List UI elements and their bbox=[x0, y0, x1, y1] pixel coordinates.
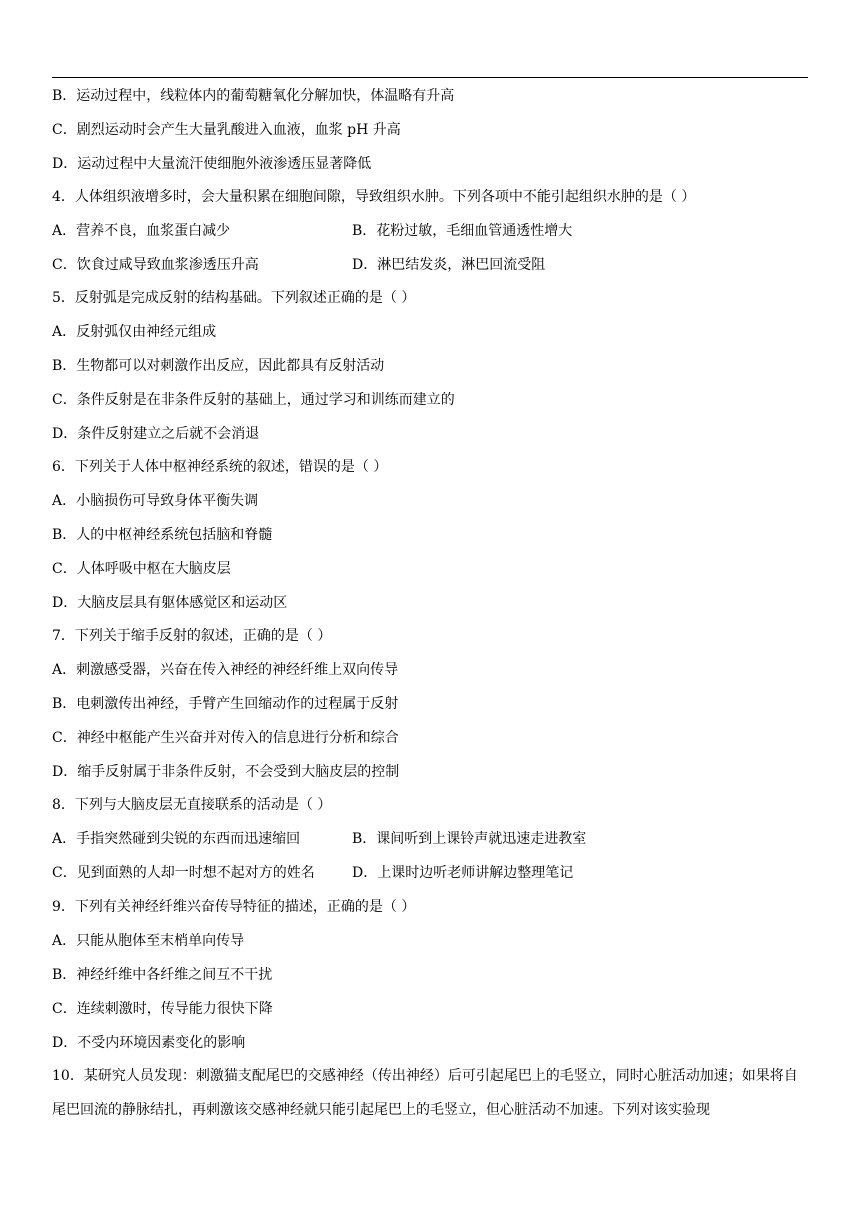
option-6d: D．大脑皮层具有躯体感觉区和运动区 bbox=[52, 595, 288, 611]
option-4c: C．饮食过咸导致血浆渗透压升高 bbox=[52, 257, 259, 273]
question-10: 10．某研究人员发现：刺激猫支配尾巴的交感神经（传出神经）后可引起尾巴上的毛竖立，同时心脏活动加速；如果将自尾巴回流的静脉结扎，再刺激该交感神经就只能引起尾巴上的毛竖立，但心脏活动不加速。下列对该实验现 bbox=[52, 1068, 798, 1118]
question-6: 6．下列关于人体中枢神经系统的叙述，错误的是（ ） bbox=[52, 459, 388, 475]
option-row-4ab bbox=[52, 221, 230, 241]
option-8a: A．手指突然碰到尖锐的东西而迅速缩回 bbox=[52, 831, 301, 847]
option-8d: D．上课时边听老师讲解边整理笔记 bbox=[352, 865, 574, 881]
header-rule bbox=[52, 77, 808, 78]
option-6b: B．人的中枢神经系统包括脑和脊髓 bbox=[52, 527, 273, 543]
option-7a: A．刺激感受器，兴奋在传入神经的神经纤维上双向传导 bbox=[52, 662, 399, 678]
option-9d: D．不受内环境因素变化的影响 bbox=[52, 1035, 246, 1051]
question-5: 5．反射弧是完成反射的结构基础。下列叙述正确的是（ ） bbox=[52, 290, 416, 306]
option-5c: C．条件反射是在非条件反射的基础上，通过学习和训练而建立的 bbox=[52, 392, 455, 408]
option-8b: B．课间听到上课铃声就迅速走进教室 bbox=[352, 831, 587, 847]
option-3d: D．运动过程中大量流汗使细胞外液渗透压显著降低 bbox=[52, 156, 372, 172]
option-6c: C．人体呼吸中枢在大脑皮层 bbox=[52, 561, 231, 577]
option-7b: B．电刺激传出神经，手臂产生回缩动作的过程属于反射 bbox=[52, 696, 399, 712]
option-3c: C．剧烈运动时会产生大量乳酸进入血液，血浆 pH 升高 bbox=[52, 122, 401, 138]
option-8c: C．见到面熟的人却一时想不起对方的姓名 bbox=[52, 865, 315, 881]
question-9: 9．下列有关神经纤维兴奋传导特征的描述，正确的是（ ） bbox=[52, 899, 416, 915]
option-4a: A．营养不良，血浆蛋白减少 bbox=[52, 223, 231, 239]
option-9b: B．神经纤维中各纤维之间互不干扰 bbox=[52, 967, 273, 983]
option-6a: A．小脑损伤可导致身体平衡失调 bbox=[52, 493, 259, 509]
question-4: 4．人体组织液增多时，会大量积累在细胞间隙，导致组织水肿。下列各项中不能引起组织水肿的是（ ） bbox=[52, 189, 696, 205]
option-5d: D．条件反射建立之后就不会消退 bbox=[52, 426, 260, 442]
option-3b: B．运动过程中，线粒体内的葡萄糖氧化分解加快，体温略有升高 bbox=[52, 88, 455, 104]
option-4d: D．淋巴结发炎，淋巴回流受阻 bbox=[352, 257, 546, 273]
question-7: 7．下列关于缩手反射的叙述，正确的是（ ） bbox=[52, 628, 332, 644]
option-9c: C．连续刺激时，传导能力很快下降 bbox=[52, 1001, 273, 1017]
option-4b: B．花粉过敏，毛细血管通透性增大 bbox=[352, 223, 573, 239]
option-9a: A．只能从胞体至末梢单向传导 bbox=[52, 933, 245, 949]
option-7c: C．神经中枢能产生兴奋并对传入的信息进行分析和综合 bbox=[52, 730, 399, 746]
option-5b: B．生物都可以对刺激作出反应，因此都具有反射活动 bbox=[52, 358, 385, 374]
option-7d: D．缩手反射属于非条件反射，不会受到大脑皮层的控制 bbox=[52, 764, 400, 780]
option-5a: A．反射弧仅由神经元组成 bbox=[52, 324, 217, 340]
question-8: 8．下列与大脑皮层无直接联系的活动是（ ） bbox=[52, 797, 332, 813]
